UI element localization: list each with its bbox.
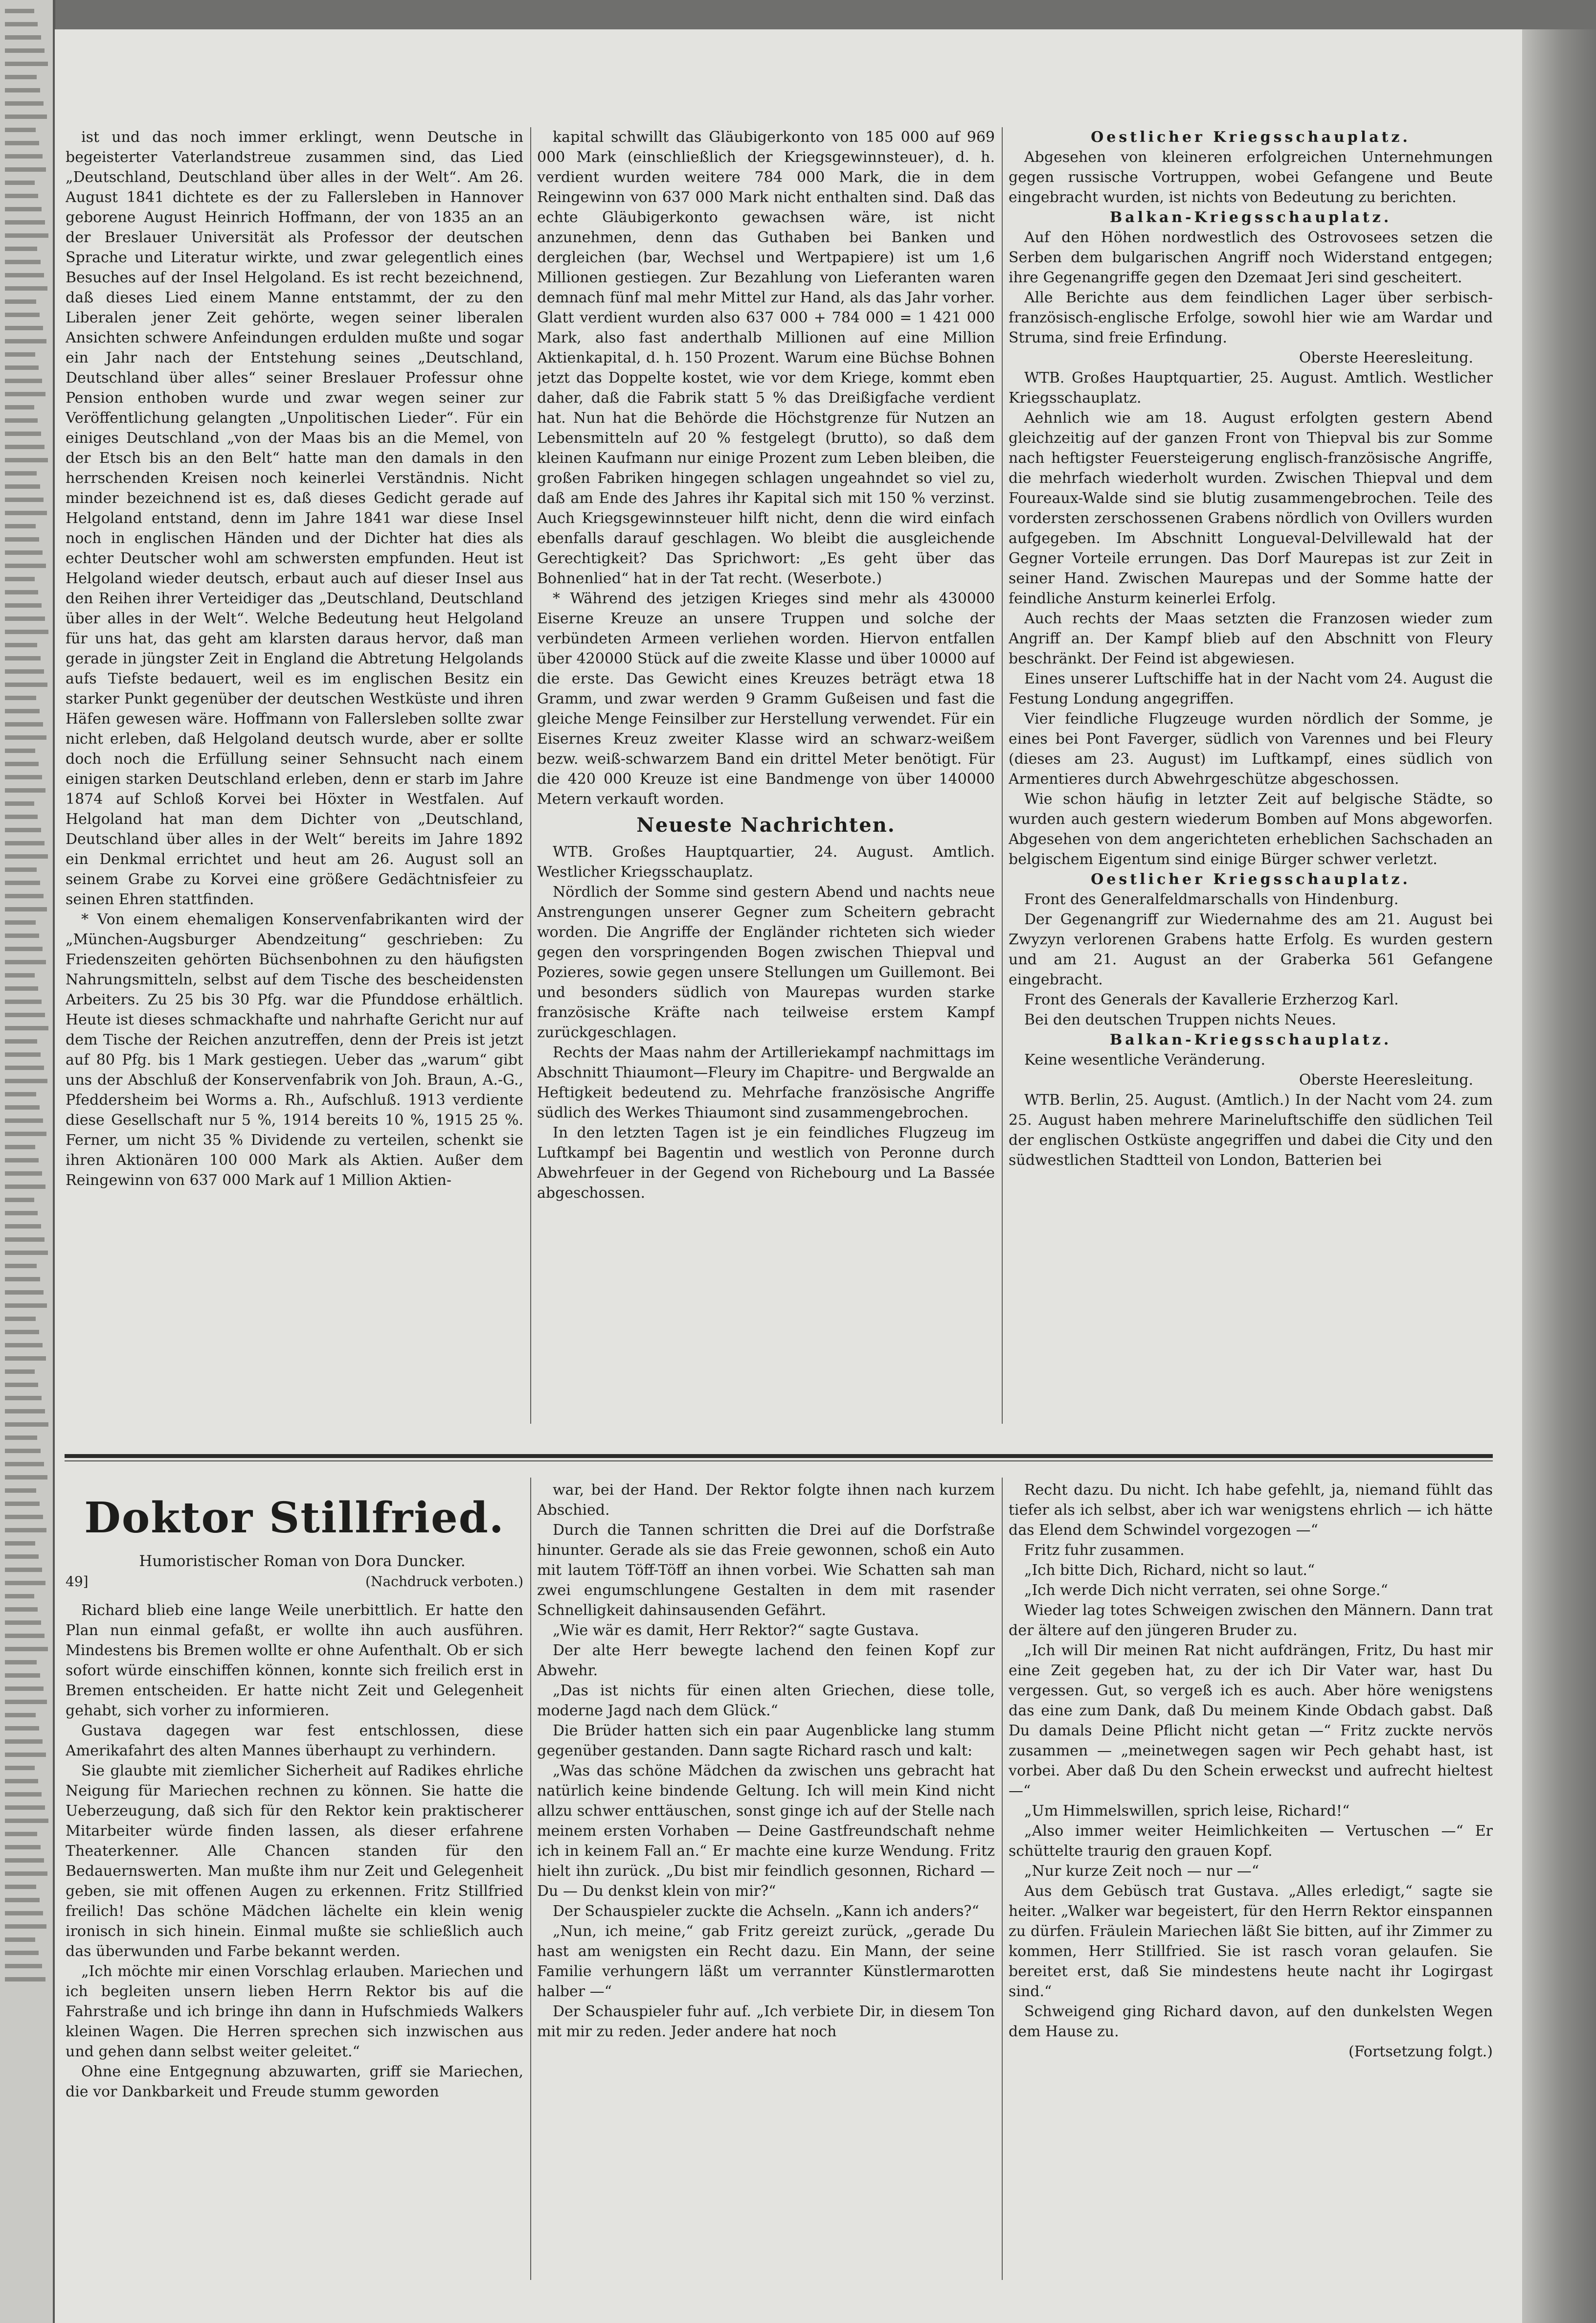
previous-page-line [5, 88, 40, 92]
news-paragraph: Front des Generalfeldmarschalls von Hindenburg. [1024, 891, 1399, 908]
news-paragraph: Oestlicher Kriegsschauplatz. [1091, 871, 1411, 888]
previous-page-line [5, 1303, 47, 1308]
novel-paragraph: Aus dem Gebüsch trat Gustava. „Alles erledigt,“ sagte sie heiter. „Walker war begeistert, für den Herrn Rektor einspannen zu dürfen. Fräulein Mariechen läßt Sie bitten, auf ihr Zimmer zu kommen, Herr Stillfried. Sie ist rasch voran gelaufen. Sie bereitet erst, daß Sie mindestens heute nacht ihr Logirgast sind.“ [1009, 1883, 1493, 2000]
previous-page-line [5, 550, 43, 555]
news-paragraph: Aehnlich wie am 18. August erfolgten gestern Abend gleichzeitig auf der ganzen Front von Thiepval bis zur Somme nach heftigster Feuersteigerung englisch-französische Angriffe, die mehrfach wiederholt wurden. Zwischen Thiepval und dem Foureaux-Walde sind sie blutig zusammengebrochen. Teile des vordersten zerschossenen Grabens nördlich von Ovillers wurden aufgegeben. Im Abschnitt Longueval-Delvillewald hat der Gegner Vorteile errungen. Das Dorf Maurepas ist zur Zeit in seiner Hand. Zwischen Maurepas und der Somme hatte der feindliche Ansturm keinerlei Erfolg. [1009, 410, 1493, 607]
previous-page-line [5, 1858, 44, 1863]
previous-page-line [5, 1462, 44, 1466]
previous-page-line [5, 1184, 45, 1189]
previous-page-line [5, 379, 42, 383]
previous-page-line [5, 458, 48, 462]
previous-page-line [5, 524, 36, 528]
previous-page-line [5, 101, 44, 106]
previous-page-line [5, 1898, 40, 1902]
previous-page-line [5, 313, 40, 317]
previous-page-line [5, 432, 41, 436]
previous-page-line [5, 1290, 44, 1295]
previous-page-line [5, 1237, 45, 1242]
previous-page-line [5, 48, 45, 53]
previous-page-line [5, 1000, 42, 1004]
previous-page-line [5, 683, 47, 687]
novel-paragraph: Durch die Tannen schritten die Drei auf die Dorfstraße hinunter. Gerade als sie das Freie gewonnen, schoß ein Auto mit lautem Töff-Töff an ihnen vorbei. Wie Schatten sah man zwei engumschlungene Gestalten in dem mit rasender Schnelligkeit dahinsausenden Gefährt. [537, 1522, 995, 1619]
previous-page-line [5, 1356, 46, 1361]
previous-page-line [5, 1449, 41, 1453]
previous-page-line [5, 1620, 41, 1625]
previous-page-line [5, 498, 44, 502]
previous-page-line [5, 167, 46, 172]
news-paragraph: WTB. Großes Hauptquartier, 24. August. Amtlich. Westlicher Kriegsschauplatz. [537, 843, 995, 881]
previous-page-line [5, 62, 48, 66]
previous-page-line [5, 1052, 41, 1057]
previous-page-line [5, 1488, 36, 1493]
previous-page-line [5, 947, 43, 951]
article-paragraph: kapital schwillt das Gläubigerkonto von 185 000 auf 969 000 Mark (einschließlich der Kriegsgewinnsteuer), d. h. verdient wurden weitere 784 000 Mark, die in dem Reingewinn von 637 000 Mark nicht enthalten sind. Daß das echte Gläubigerkonto gewachsen wäre, ist nicht anzunehmen, denn das Guthaben bei Banken und dergleichen (bar, Wechsel und Wertpapiere) ist um 1,6 Millionen gestiegen. Zur Bezahlung von Lieferanten waren demnach fünf mal mehr Mittel zur Hand, als das Jahr vorher. Glatt verdient wurden also 637 000 + 784 000 = 1 421 000 Mark, also fast anderthalb Millionen auf eine Million Aktienkapital, d. h. 150 Prozent. Warum eine Büchse Bohnen jetzt das Doppelte kostet, wie vor dem Kriege, kommt eben daher, daß die Fabrik statt 5 % das Dreißigfache verdient hat. Nun hat die Behörde die Höchstgrenze für Nutzen an Lebensmitteln auf 20 % festgelegt (brutto), so daß dem kleinen Kaufmann nur einige Prozent zum Leben bleiben, die großen Fabriken hingegen schlagen ungeahndet so viel zu, daß am Ende des Jahres ihr Kapital sich mit 150 % verzinst. Auch Kriegsgewinnsteuer hilft nicht, denn die wird einfach ebenfalls darauf geschlagen. Wo bleibt die ausgleichende Gerechtigkeit? Das Sprichwort: „Es geht über das Bohnenlied“ hat in der Tat recht. (Weserbote.) [537, 129, 995, 587]
newspaper-page [55, 29, 1522, 2323]
previous-page-line [5, 1581, 45, 1585]
news-paragraph: Oestlicher Kriegsschauplatz. [1091, 129, 1411, 146]
previous-page-line [5, 616, 45, 621]
previous-page-line [5, 1251, 48, 1255]
previous-page-line [5, 445, 45, 449]
article-paragraph: ist und das noch immer erklingt, wenn Deutsche in begeisterter Vaterlandstreue zusammen sind, das Lied „Deutschland, Deutschland über alles in der Welt“. Am 26. August 1841 dichtete es der zu Fallersleben in Hannover geborene August Heinrich Hoffmann, der von 1835 an an der Breslauer Universität als Professor der deutschen Sprache und Literatur wirkte, und zwar gelegentlich eines Besuches auf der Insel Helgoland. Es ist recht bezeichnend, daß dieses Lied einem Manne entstammt, der zu den Liberalen jener Zeit gehörte, wegen seiner liberalen Ansichten schwere Anfeindungen erdulden mußte und sogar ein Jahr nach der Entstehung seines „Deutschland, Deutschland über alles“ seiner Breslauer Professur ohne Pension enthoben wurde und zwar wegen seiner zur Veröffentlichung gelangten „Unpolitischen Lieder“. Für ein einiges Deutschland „von der Maas bis an die Memel, von der Etsch bis an den Belt“ hatte man den damals in den herrschenden Kreisen noch keinerlei Verständnis. Nicht minder bezeichnend ist es, daß dieses Gedicht gerade auf Helgoland entstand, denn im Jahre 1841 war diese Insel noch in englischen Händen und der Dichter hat dies als echter Deutscher wohl am schwersten empfunden. Heut ist Helgoland wieder deutsch, erbaut auch auf dieser Insel aus den Reihen ihrer Verteidiger das „Deutschland, Deutschland über alles in der Welt“. Welche Bedeutung heut Helgoland für uns hat, das geht am klarsten daraus hervor, daß man gerade in jüngster Zeit in England die Abtretung Helgolands aufs Tiefste bedauert, weil es im englischen Besitz ein starker Punkt gegenüber der deutschen Westküste und ihren Häfen gewesen wäre. Hoffmann von Fallersleben sollte zwar nicht erleben, daß Helgoland deutsch wurde, aber er sollte doch noch die Erfüllung seiner Sehnsucht nach einem einigen starken Deutschland erleben, denn er starb im Jahre 1874 auf Schloß Korvei bei Höxter in Westfalen. Auf Helgoland hat man dem Dichter von „Deutschland, Deutschland über alles in der Welt“ bereits im Jahre 1892 ein Denkmal errichtet und heut am 26. August soll an seinem Grabe zu Korvei eine größere Gedächtnisfeier zu seinen Ehren stattfinden. [66, 129, 523, 908]
previous-page-line [5, 1951, 39, 1955]
previous-page-line [5, 1422, 48, 1427]
previous-page-line [5, 286, 47, 291]
previous-page-line [5, 696, 36, 700]
reprint-notice: (Nachdruck verboten.) [365, 1573, 523, 1590]
novel-paragraph: „Um Himmelswillen, sprich leise, Richard!“ [1024, 1802, 1350, 1820]
previous-page-line [5, 986, 38, 991]
news-paragraph: Oberste Heeresleitung. [1299, 349, 1473, 366]
novel-paragraph: Wieder lag totes Schweigen zwischen den Männern. Dann trat der ältere auf den jüngeren Bruder zu. [1009, 1602, 1493, 1639]
previous-page-line [5, 1105, 40, 1110]
previous-page-line [5, 326, 43, 330]
news-paragraph: Front des Generals der Kavallerie Erzherzog Karl. [1024, 991, 1399, 1008]
previous-page-line [5, 577, 35, 581]
previous-page-strip [0, 0, 55, 2323]
previous-page-line [5, 1594, 34, 1598]
previous-page-line [5, 1026, 48, 1030]
novel-paragraph: „Nun, ich meine,“ gab Fritz gereizt zurück, „gerade Du hast am wenigsten ein Recht dazu. Ein Mann, der seine Familie verhungern läßt um verrannter Künstlermarotten halber —“ [537, 1923, 995, 2000]
previous-page-line [5, 1607, 38, 1612]
chapter-line [66, 1571, 523, 1592]
previous-page-line [5, 1924, 46, 1929]
novel-column-2 [537, 1480, 995, 2282]
news-paragraph: Rechts der Maas nahm der Artilleriekampf nachmittags im Abschnitt Thiaumont—Fleury im Chapitre- und Bergwalde an Heftigkeit bedeutend zu. Mehrfache französische Angriffe südlich des Werkes Thiaumont sind zusammengebrochen. [537, 1044, 995, 1121]
previous-page-line [5, 973, 35, 978]
news-paragraph: Balkan-Kriegsschauplatz. [1109, 209, 1392, 226]
column-rule [530, 127, 531, 1424]
novel-paragraph: Der Schauspieler fuhr auf. „Ich verbiete Dir, in diesem Ton mit mir zu reden. Jeder andere hat noch [537, 2003, 995, 2040]
previous-page-line [5, 749, 35, 753]
previous-page-line [5, 1409, 45, 1413]
previous-page-line [5, 1396, 42, 1400]
previous-page-line [5, 1964, 42, 1968]
novel-paragraph: „Das ist nichts für einen alten Griechen, diese tolle, moderne Jagd nach dem Glück.“ [537, 1682, 995, 1719]
column-rule [530, 1478, 531, 2280]
novel-paragraph: Fritz fuhr zusammen. [1024, 1542, 1185, 1559]
novel-paragraph: „Ich bitte Dich, Richard, nicht so laut.“ [1024, 1562, 1315, 1579]
news-paragraph: Nördlich der Somme sind gestern Abend und nachts neue Anstrengungen unserer Gegner zum Scheitern gebracht worden. Die Angriffe der Engländer richteten sich wieder gegen den vorspringenden Bogen zwischen Thiepval und Pozieres, sowie gegen unsere Stellungen um Guillemont. Bei und besonders südlich von Maurepas wurden starke französische Kräfte nach teilweise erstem Kampf zurückgeschlagen. [537, 884, 995, 1041]
previous-page-line [5, 22, 38, 26]
novel-paragraph: „Wie wär es damit, Herr Rektor?“ sagte Gustava. [553, 1622, 919, 1639]
previous-page-line [5, 709, 40, 713]
previous-page-line [5, 1885, 36, 1889]
previous-page-line [5, 1515, 43, 1519]
novel-paragraph: „Ich werde Dich nicht verraten, sei ohne Sorge.“ [1024, 1582, 1388, 1599]
novel-paragraph: Gustava dagegen war fest entschlossen, diese Amerikafahrt des alten Mannes überhaupt zu verhindern. [66, 1722, 523, 1759]
previous-page-line [5, 1343, 43, 1347]
previous-page-line [5, 1330, 39, 1334]
previous-page-line [5, 194, 38, 198]
previous-page-line [5, 1700, 47, 1704]
previous-page-line [5, 1726, 39, 1731]
previous-page-line [5, 590, 38, 594]
column-2 [537, 127, 995, 1424]
previous-page-line [5, 669, 44, 674]
previous-page-line [5, 1739, 43, 1744]
previous-page-line [5, 141, 39, 145]
previous-page-line [5, 1211, 38, 1215]
novel-paragraph: Der alte Herr bewegte lachend den feinen Kopf zur Abwehr. [537, 1642, 995, 1679]
previous-page-line [5, 1369, 35, 1374]
previous-page-line [5, 1977, 45, 1981]
previous-page-line [5, 471, 37, 476]
previous-page-line [5, 511, 47, 515]
continuation-note: (Fortsetzung folgt.) [1349, 2043, 1493, 2060]
novel-paragraph: „Was das schöne Mädchen da zwischen uns gebracht hat natürlich keine bindende Geltung. Ich will mein Kind nicht allzu schwer enttäuschen, sonst ginge ich auf der Stelle nach meinem ersten Vorhaben — Deine Gastfreundschaft nehme ich in keinem Fall an.“ Er machte eine kurze Wendung. Fritz hielt ihn zurück. „Du bist mir feindlich gesonnen, Richard — Du — Du denkst klein von mir?“ [537, 1762, 995, 1900]
article-paragraph: * Von einem ehemaligen Konservenfabrikanten wird der „München-Augsburger Abendzeitung“ geschrieben: Zu Friedenszeiten gehörten Büchsenbohnen zu den häufigsten Nahrungsmitteln, selbst auf dem Tische des bescheidensten Arbeiters. Zu 25 bis 30 Pfg. war die Pfunddose erhältlich. Heute ist dieses schmackhafte und nahrhafte Gericht nur auf dem Tische der Reichen anzutreffen, denn der Preis ist jetzt auf 80 Pfg. bis 1 Mark gestiegen. Ueber das „warum“ gibt uns der Abschluß der Konservenfabrik von Joh. Braun, A.-G., Pfeddersheim bei Worms a. Rh., Aufschluß. 1913 verdiente diese Gesellschaft nur 5 %, 1914 bereits 10 %, 1915 25 %. Ferner, um nicht 35 % Dividende zu verteilen, schenkt sie ihren Aktionären 100 000 Mark als Aktien. Außer dem Reingewinn von 637 000 Mark auf 1 Million Aktien- [66, 911, 523, 1189]
news-paragraph: WTB. Großes Hauptquartier, 25. August. Amtlich. Westlicher Kriegsschauplatz. [1009, 369, 1493, 407]
news-paragraph: In den letzten Tagen ist je ein feindliches Flugzeug im Luftkampf bei Bagentin und westlich von Peronne durch Abwehrfeuer in der Gegend von Richebourg und La Bassée abgeschossen. [537, 1124, 995, 1202]
previous-page-line [5, 1435, 37, 1440]
column-rule [1002, 1478, 1003, 2280]
previous-page-line [5, 1660, 37, 1664]
previous-page-line [5, 867, 37, 872]
previous-page-line [5, 1475, 47, 1480]
novel-paragraph: Sie glaubte mit ziemlicher Sicherheit auf Radikes ehrliche Neigung für Mariechen rechnen zu können. Sie hatte die Ueberzeugung, daß sich für den Rektor kein praktischerer Mitarbeiter würde finden lassen, als dieser erfahrene Theaterkenner. Alle Chancen standen für den Bedauernswerten. Man mußte ihm nur Zeit und Gelegenheit geben, sie mit offenen Augen zu erkennen. Fritz Stillfried freilich! Das schöne Mädchen lächelte ein klein wenig ironisch in sich hinein. Einmal mußte sie schließlich auch das überwunden und Farbe bekannt werden. [66, 1762, 523, 1960]
previous-page-line [5, 1145, 35, 1149]
previous-page-line [5, 9, 34, 13]
previous-page-line [5, 1779, 38, 1783]
novel-title: Doktor Stillfried. [84, 1493, 505, 1543]
previous-page-line [5, 273, 44, 277]
previous-page-line [5, 1819, 48, 1823]
previous-page-line [5, 656, 41, 660]
previous-page-line [5, 1911, 43, 1915]
feuilleton-separator [65, 1454, 1493, 1458]
news-paragraph: Auf den Höhen nordwestlich des Ostrovosees setzen die Serben dem bulgarischen Angriff noch Widerstand entgegen; ihre Gegenangriffe gegen den Dzemaat Jeri sind gescheitert. [1009, 229, 1493, 286]
previous-page-line [5, 75, 37, 79]
novel-paragraph: Richard blieb eine lange Weile unerbittlich. Er hatte den Plan nun einmal gefaßt, er wollte ihn auch ausführen. Mindestens bis Bremen wollte er ohne Aufenthalt. Ob er sich sofort würde einschiffen können, konnte sich freilich erst in Bremen entscheiden. Er hatte nicht Zeit und Gelegenheit gehabt, sich vorher zu informieren. [66, 1602, 523, 1719]
novel-paragraph: „Ich will Dir meinen Rat nicht aufdrängen, Fritz, Du hast mir eine Zeit gegeben hat, zu der ich Dir Vater war, hast Du vergessen. Gut, so vergeß ich es auch. Aber höre wenigstens das eine zum Dank, daß Du meinem Kinde Obdach gabst. Daß Du damals Deine Pflicht nicht getan —“ Fritz zuckte nervös zusammen — „meinetwegen sagen wir Pech gehabt hast, ist vorbei. Aber daß Du den Schein erweckst und aufrecht hieltest —“ [1009, 1642, 1493, 1799]
previous-page-line [5, 1039, 37, 1044]
previous-page-line [5, 735, 46, 740]
news-paragraph: WTB. Berlin, 25. August. (Amtlich.) In der Nacht vom 24. zum 25. August haben mehrere Marineluftschiffe den südlichen Teil der englischen Ostküste angegriffen und dabei die City und den südwestlichen Stadtteil von London, Batterien bei [1009, 1092, 1493, 1169]
previous-page-line [5, 920, 36, 925]
previous-page-line [5, 1158, 39, 1162]
news-paragraph: Oberste Heeresleitung. [1299, 1071, 1473, 1089]
novel-paragraph: „Ich möchte mir einen Vorschlag erlauben. Mariechen und ich begleiten unsern lieben Herrn Rektor bis auf die Fahrstraße und ich bringe ihn dann in Hufschmieds Walkers kleinen Wagen. Die Herren sprechen sich inzwischen aus und gehen dann selbst weiter geleitet.“ [66, 1963, 523, 2060]
novel-paragraph: Der Schauspieler zuckte die Achseln. „Kann ich anders?“ [553, 1903, 979, 1920]
novel-paragraph: Ohne eine Entgegnung abzuwarten, griff sie Mariechen, die vor Dankbarkeit und Freude stumm geworden [66, 2063, 523, 2100]
previous-page-line [5, 1647, 48, 1651]
novel-paragraph: Recht dazu. Du nicht. Ich habe gefehlt, ja, niemand fühlt das tiefer als ich selbst, aber ich war wenigstens ehrlich — ich hätte das Elend dem Schwindel vorgezogen —“ [1009, 1481, 1493, 1539]
previous-page-line [5, 1805, 45, 1810]
previous-page-line [5, 207, 42, 211]
previous-page-line [5, 1766, 35, 1770]
previous-page-line [5, 1383, 38, 1387]
previous-page-line [5, 854, 48, 859]
previous-page-line [5, 1937, 35, 1942]
previous-page-line [5, 1171, 42, 1176]
previous-page-line [5, 801, 34, 806]
previous-page-line [5, 1832, 37, 1836]
news-paragraph: Wie schon häufig in letzter Zeit auf belgische Städte, so wurden auch gestern wiederum Bomben auf Mons abgeworfen. Abgesehen von dem angerichteten erheblichen Sachschaden an belgischem Eigentum sind einige Bürger schwer verletzt. [1009, 791, 1493, 868]
chapter-number: 49] [66, 1573, 89, 1590]
previous-page-line [5, 828, 41, 832]
previous-page-line [5, 1092, 36, 1096]
previous-page-line [5, 537, 39, 542]
previous-page-line [5, 815, 38, 819]
previous-page-line [5, 1554, 39, 1559]
previous-page-line [5, 247, 37, 251]
previous-page-line [5, 1673, 40, 1678]
previous-page-line [5, 1277, 40, 1281]
previous-page-line [5, 1713, 36, 1717]
novel-column-3 [1009, 1480, 1493, 2282]
previous-page-line [5, 128, 36, 132]
news-paragraph: Abgesehen von kleineren erfolgreichen Unternehmungen gegen russische Vortruppen, wobei Gefangene und Beute eingebracht wurden, ist nichts von Bedeutung zu berichten. [1009, 149, 1493, 206]
previous-page-line [5, 934, 39, 938]
previous-page-line [5, 1013, 45, 1017]
novel-paragraph: Die Brüder hatten sich ein paar Augenblicke lang stumm gegenüber gestanden. Dann sagte Richard rasch und kalt: [537, 1722, 995, 1759]
previous-page-line [5, 260, 41, 264]
previous-page-line [5, 1528, 46, 1532]
previous-page-line [5, 775, 42, 779]
previous-page-line [5, 1198, 34, 1202]
news-paragraph: Auch rechts der Maas setzten die Franzosen wieder zum Angriff an. Der Kampf blieb auf den Abschnitt von Fleury beschränkt. Der Feind ist abgewiesen. [1009, 610, 1493, 667]
previous-page-line [5, 894, 44, 898]
previous-page-line [5, 1871, 47, 1876]
previous-page-line [5, 630, 48, 634]
article-paragraph: * Während des jetzigen Krieges sind mehr als 430000 Eiserne Kreuze an unsere Truppen und solche der verbündeten Armeen verliehen worden. Hiervon entfallen über 420000 Stück auf die zweite Klasse und über 10000 auf die erste. Das Gewicht eines Kreuzes beträgt etwa 18 Gramm, und zwar werden 9 Gramm Gußeisen und fast die gleiche Menge Feinsilber zur Herstellung verwendet. Für ein Eisernes Kreuz zweiter Klasse wird an schwarz-weißem bezw. weiß-schwarzem Band ein drittel Meter benötigt. Für die 420 000 Kreuze ist eine Bandmenge von über 140000 Metern verkauft worden. [537, 590, 995, 808]
previous-page-line [5, 181, 35, 185]
previous-page-line [5, 392, 45, 396]
novel-paragraph: „Also immer weiter Heimlichkeiten — Vertuschen —“ Er schüttelte traurig den grauen Kopf. [1009, 1822, 1493, 1860]
previous-page-line [5, 484, 40, 489]
previous-page-line [5, 1845, 41, 1849]
previous-page-line [5, 1066, 44, 1070]
previous-page-line [5, 1118, 43, 1123]
previous-page-line [5, 114, 47, 119]
previous-page-line [5, 1317, 36, 1321]
previous-page-line [5, 643, 37, 647]
previous-page-line [5, 352, 35, 357]
previous-page-line [5, 788, 45, 793]
news-heading: Neueste Nachrichten. [636, 814, 896, 837]
news-paragraph: Vier feindliche Flugzeuge wurden nördlich der Somme, je eines bei Pont Faverger, südlich von Varennes und bei Fleury (dieses am 23. August) im Luftkampf, eines südlich von Armentieres durch Abwehrgeschütze abgeschossen. [1009, 710, 1493, 788]
previous-page-line [5, 1753, 46, 1757]
news-paragraph: Alle Berichte aus dem feindlichen Lager über serbisch-französisch-englische Erfolge, sowohl hier wie am Wardar und Struma, sind freie Erfindung. [1009, 289, 1493, 346]
previous-page-line [5, 365, 39, 370]
previous-page-line [5, 339, 46, 343]
news-paragraph: Eines unserer Luftschiffe hat in der Nacht vom 24. August die Festung Londung angegriffen. [1009, 670, 1493, 707]
previous-page-line [5, 220, 45, 225]
previous-page-line [5, 762, 39, 766]
previous-page-line [5, 233, 48, 238]
previous-page-line [5, 841, 45, 845]
novel-column-1 [66, 1480, 523, 2282]
previous-page-line [5, 907, 47, 911]
column-3 [1009, 127, 1493, 1424]
previous-page-line [5, 35, 41, 40]
previous-page-line [5, 1132, 46, 1136]
previous-page-line [5, 564, 46, 568]
news-paragraph: Keine wesentliche Veränderung. [1024, 1051, 1266, 1069]
previous-page-line [5, 1634, 45, 1638]
feuilleton-separator-thin [65, 1460, 1493, 1461]
previous-page-line [5, 1079, 47, 1083]
news-paragraph: Bei den deutschen Truppen nichts Neues. [1024, 1011, 1336, 1028]
column-1 [66, 127, 523, 1424]
novel-paragraph: „Nur kurze Zeit noch — nur —“ [1024, 1863, 1259, 1880]
page-edge [1522, 29, 1596, 2323]
previous-page-line [5, 603, 42, 608]
previous-page-line [5, 1568, 42, 1572]
previous-page-line [5, 881, 40, 885]
previous-page-line [5, 405, 34, 410]
previous-page-line [5, 1686, 44, 1691]
column-rule [1002, 127, 1003, 1424]
news-paragraph: Der Gegenangriff zur Wiedernahme des am 21. August bei Zwyzyn verlorenen Grabens hatte Erfolg. Es wurden gestern und am 21. August an der Graberka 561 Gefangene eingebracht. [1009, 911, 1493, 988]
novel-subtitle: Humoristischer Roman von Dora Duncker. [139, 1552, 466, 1570]
novel-paragraph: Schweigend ging Richard davon, auf den dunkelsten Wegen dem Hause zu. [1009, 2003, 1493, 2040]
novel-paragraph: war, bei der Hand. Der Rektor folgte ihnen nach kurzem Abschied. [537, 1481, 995, 1519]
previous-page-line [5, 1264, 37, 1268]
previous-page-line [5, 722, 43, 727]
previous-page-line [5, 1502, 40, 1506]
previous-page-line [5, 299, 36, 304]
news-paragraph: Balkan-Kriegsschauplatz. [1109, 1031, 1392, 1048]
previous-page-line [5, 1541, 35, 1546]
previous-page-line [5, 1792, 42, 1797]
previous-page-line [5, 960, 46, 964]
previous-page-line [5, 1224, 41, 1229]
previous-page-line [5, 154, 43, 159]
previous-page-line [5, 418, 38, 423]
